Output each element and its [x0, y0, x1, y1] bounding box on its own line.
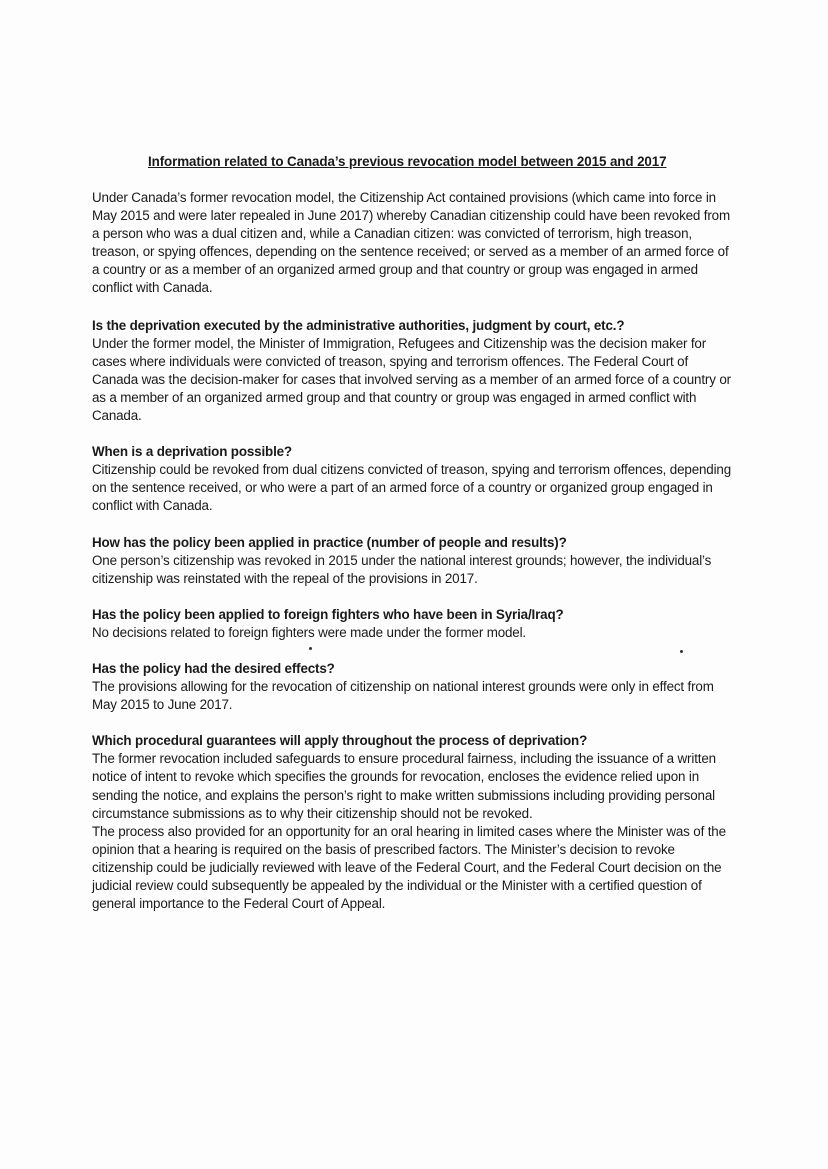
section-policy-practice [92, 534, 732, 588]
section-body: Citizenship could be revoked from dual citizens convicted of treason, spying and terrorism offences, depending on the sentence received, or who were a part of an armed force of a country or organized group engaged in conflict with Canada. [92, 462, 732, 514]
section-procedural-guarantees [92, 732, 732, 913]
intro-paragraph: Under Canada’s former revocation model, the Citizenship Act contained provisions (which came into force in May 2015 and were later repealed in June 2017) whereby Canadian citizenship could have been revoked from a person who was a dual citizen and, while a Canadian citizen: was convicted of terrorism, high treason, treason, or spying offences, depending on the sentence received; or served as a member of an armed force of a country or as a member of an organized armed group and that country or group was engaged in armed conflict with Canada. [92, 190, 730, 296]
section-heading: Which procedural guarantees will apply throughout the process of deprivation? [92, 733, 588, 749]
section-foreign-fighters [92, 606, 732, 642]
section-heading: Has the policy had the desired effects? [92, 660, 335, 676]
document-title: Information related to Canada’s previous revocation model between 2015 and 2017 [148, 154, 667, 169]
section-when-possible [92, 443, 732, 515]
section-body: The former revocation included safeguards to ensure procedural fairness, including the issuance of a written notice of intent to revoke which specifies the grounds for revocation, encloses the evidence relied upon in sending the notice, and explains the person’s right to make written submissions including providing personal circumstance submissions as to why their citizenship should not be revoked. [92, 751, 716, 821]
section-heading: Is the deprivation executed by the administrative authorities, judgment by court, etc.? [92, 317, 625, 333]
section-desired-effects [92, 660, 732, 714]
section-body: Under the former model, the Minister of Immigration, Refugees and Citizenship was the decision maker for cases where individuals were convicted of treason, spying and terrorism offences. The Federal Court of Canada was the decision-maker for cases that involved serving as a member of an armed force of a country or as a member of an organized armed group and that country or group was engaged in armed conflict with Canada. [92, 335, 731, 424]
section-body: The provisions allowing for the revocation of citizenship on national interest grounds were only in effect from May 2015 to June 2017. [92, 679, 714, 713]
section-heading: How has the policy been applied in practice (number of people and results)? [92, 534, 567, 550]
section-body-continued: The process also provided for an opportunity for an oral hearing in limited cases where the Minister was of the opinion that a hearing is required on the basis of prescribed factors. The Minister’s decision to revoke citizenship could be judicially reviewed with leave of the Federal Court, and the Federal Court decision on the judicial review could subsequently be appealed by the individual or the Minister with a certified question of general importance to the Federal Court of Appeal. [92, 823, 726, 912]
section-body: No decisions related to foreign fighters were made under the former model. [92, 624, 526, 640]
scan-speck [309, 647, 312, 650]
document-body [92, 189, 732, 931]
section-heading: Has the policy been applied to foreign fighters who have been in Syria/Iraq? [92, 606, 564, 622]
section-body: One person’s citizenship was revoked in 2015 under the national interest grounds; however, the individual’s citizenship was reinstated with the repeal of the provisions in 2017. [92, 552, 712, 586]
scan-speck [680, 650, 683, 653]
section-deprivation-authority [92, 317, 732, 426]
section-heading: When is a deprivation possible? [92, 444, 292, 460]
